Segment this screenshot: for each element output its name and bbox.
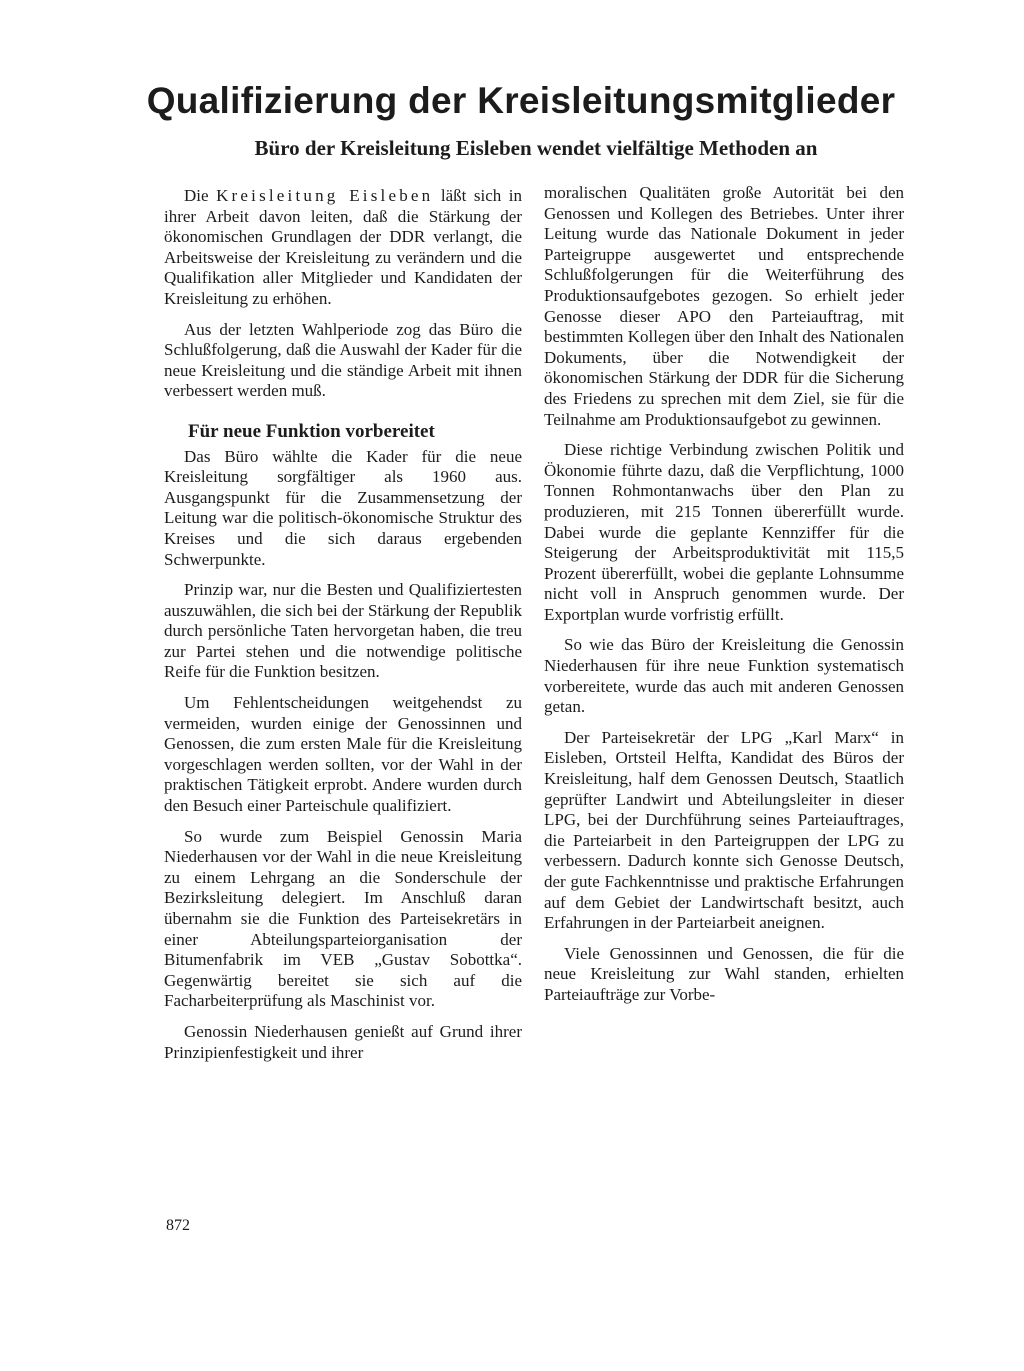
page-subtitle: Büro der Kreisleitung Eisleben wendet vielfältige Methoden an — [254, 136, 818, 160]
paragraph: Aus der letzten Wahlperiode zog das Büro die Schlußfolgerung, daß die Auswahl der Kader für die neue Kreisleitung und die ständige Arbeit mit ihnen verbessert werden muß. — [164, 319, 522, 401]
paragraph: So wurde zum Beispiel Genossin Maria Niederhausen vor der Wahl in die neue Kreisleitung zu einem Lehrgang an die Sonderschule der Bezirksleitung delegiert. Im Anschluß daran übernahm sie die Funktion des Parteisekretärs in einer Abteilungsparteiorganisation der Bitumenfabrik im VEB „Gustav Sobottka“. Gegenwärtig bereitet sie sich auf die Facharbeiterprüfung als Maschinist vor. — [164, 826, 522, 1011]
paragraph: Viele Genossinnen und Genossen, die für die neue Kreisleitung zur Wahl standen, erhielten Parteiaufträge zur Vorbe- — [544, 943, 904, 1004]
left-column — [164, 186, 522, 1073]
section-heading: Für neue Funktion vorbereitet — [188, 420, 435, 442]
paragraph: Der Parteisekretär der LPG „Karl Marx“ in Eisleben, Ortsteil Helfta, Kandidat des Büros der Kreisleitung, half dem Genossen Deutsch, Staatlich geprüfter Landwirt und Abteilungsleiter in dieser LPG, bei der Durchführung seines Parteiauftrages, die Parteiarbeit in den Parteigruppen der LPG zu verbessern. Dadurch konnte sich Genosse Deutsch, der gute Fachkenntnisse und praktische Erfahrungen auf dem Gebiet der Landwirtschaft besitzt, auch Erfahrungen in der Parteiarbeit aneignen. — [544, 727, 904, 933]
page-title: Qualifizierung der Kreisleitungsmitglieder — [146, 80, 896, 121]
page-number: 872 — [166, 1217, 190, 1234]
paragraph — [164, 186, 522, 310]
paragraph: Prinzip war, nur die Besten und Qualifiziertesten auszuwählen, die sich bei der Stärkung der Republik durch persönliche Taten hervorgetan haben, die treu zur Partei stehen und die notwendige politische Reife für die Funktion besitzen. — [164, 580, 522, 682]
paragraph: Um Fehlentscheidungen weitgehendst zu vermeiden, wurden einige der Genossinnen und Genossen, die zum ersten Male für die Kreisleitung vorgeschlagen werden sollten, vor der Wahl in der praktischen Tätigkeit erprobt. Andere wurden durch den Besuch einer Parteischule qualifiziert. — [164, 693, 522, 816]
paragraph: So wie das Büro der Kreisleitung die Genossin Niederhausen für ihre neue Funktion systematisch vorbereitete, wurde das auch mit anderen Genossen getan. — [544, 635, 904, 717]
paragraph-text: läßt sich in ihrer Arbeit davon leiten, daß die Stärkung der ökonomischen Grundlagen der DDR verlangt, die Arbeitsweise der Kreisleitung zu verändern und die Qualifikation aller Mitglieder und Kandidaten der Kreisleitung zu erhöhen. — [164, 186, 522, 308]
paragraph: moralischen Qualitäten große Autorität bei den Genossen und Kollegen des Betriebes. Unter ihrer Leitung wurde das Nationale Dokument in jeder Parteigruppe ausgewertet und entsprechende Schlußfolgerungen für die Weiterführung des Produktionsaufgebotes gezogen. So erhielt jeder Genosse dieser APO den Parteiauftrag, mit bestimmten Kollegen über den Inhalt des Nationalen Dokuments, über die Notwendigkeit der ökonomischen Stärkung der DDR für die Sicherung des Friedens zu sprechen mit dem Ziel, sie für die Teilnahme am Produktionsaufgebot zu gewinnen. — [544, 183, 904, 429]
right-column — [544, 183, 904, 1016]
lead-text: Die — [184, 186, 217, 205]
paragraph: Diese richtige Verbindung zwischen Politik und Ökonomie führte dazu, daß die Verpflichtung, 1000 Tonnen Rohmontanwachs über den Plan zu produzieren, mit 215 Tonnen übererfüllt wurde. Dabei wurde die geplante Kennziffer für die Steigerung der Arbeitsproduktivität mit 115,5 Prozent übererfüllt, wobei die geplante Lohnsumme nicht voll in Anspruch genommen wurde. Der Exportplan wurde vorfristig erfüllt. — [544, 440, 904, 624]
spaced-lead-text: Kreisleitung Eisleben — [216, 186, 434, 205]
paragraph: Das Büro wählte die Kader für die neue Kreisleitung sorgfältiger als 1960 aus. Ausgangspunkt für die Zusammensetzung der Leitung war die politisch-ökonomische Struktur des Kreises und die sich daraus ergebenden Schwerpunkte. — [164, 446, 522, 569]
paragraph: Genossin Niederhausen genießt auf Grund ihrer Prinzipienfestigkeit und ihrer — [164, 1021, 522, 1062]
